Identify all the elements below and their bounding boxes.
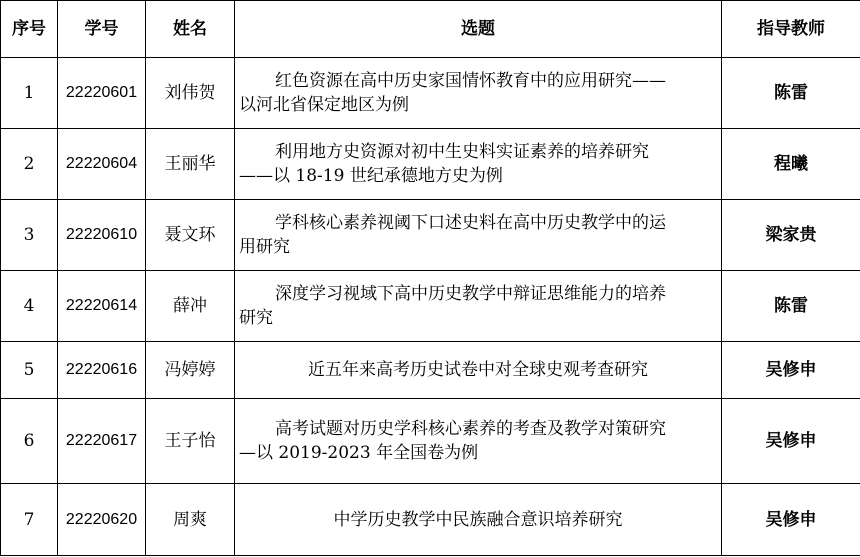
row-student-id: 22220616 (58, 342, 146, 399)
row-advisor: 吴修申 (722, 399, 860, 484)
header-topic: 选题 (235, 1, 722, 58)
row-name: 冯婷婷 (146, 342, 235, 399)
table-row (1, 342, 860, 399)
table-row (1, 129, 860, 200)
row-student-id: 22220604 (58, 129, 146, 200)
row-name: 薛冲 (146, 271, 235, 342)
row-index: 7 (1, 484, 58, 556)
topic-line-1: 利用地方史资源对初中生史料实证素养的培养研究 (275, 142, 649, 162)
row-student-id: 22220617 (58, 399, 146, 484)
header-student-id: 学号 (58, 1, 146, 58)
topic-line-2: —以 2019-2023 年全国卷为例 (239, 443, 479, 463)
row-topic (235, 399, 722, 484)
row-name: 周爽 (146, 484, 235, 556)
row-index: 1 (1, 58, 58, 129)
topic-line-2: ——以 18-19 世纪承德地方史为例 (239, 166, 503, 186)
row-advisor: 吴修申 (722, 484, 860, 556)
row-name: 王丽华 (146, 129, 235, 200)
row-index: 2 (1, 129, 58, 200)
row-name: 聂文环 (146, 200, 235, 271)
table-row (1, 200, 860, 271)
topic-line-2: 用研究 (239, 237, 290, 257)
row-student-id: 22220614 (58, 271, 146, 342)
header-index: 序号 (1, 1, 58, 58)
row-index: 6 (1, 399, 58, 484)
row-index: 5 (1, 342, 58, 399)
row-index: 4 (1, 271, 58, 342)
row-student-id: 22220601 (58, 58, 146, 129)
row-index: 3 (1, 200, 58, 271)
table-row (1, 58, 860, 129)
topic-line-1: 中学历史教学中民族融合意识培养研究 (333, 509, 623, 530)
topic-line-2: 以河北省保定地区为例 (239, 95, 409, 115)
row-student-id: 22220610 (58, 200, 146, 271)
row-topic (235, 58, 722, 129)
header-advisor: 指导教师 (722, 1, 860, 58)
row-name: 王子怡 (146, 399, 235, 484)
row-topic (235, 342, 722, 399)
row-topic (235, 271, 722, 342)
header-name: 姓名 (146, 1, 235, 58)
header-row (1, 1, 860, 58)
topic-line-1: 学科核心素养视阈下口述史料在高中历史教学中的运 (275, 213, 666, 233)
row-advisor: 梁家贵 (722, 200, 860, 271)
row-topic (235, 129, 722, 200)
row-advisor: 陈雷 (722, 271, 860, 342)
row-advisor: 程曦 (722, 129, 860, 200)
row-student-id: 22220620 (58, 484, 146, 556)
topic-line-1: 高考试题对历史学科核心素养的考查及教学对策研究 (275, 419, 666, 439)
table-row (1, 271, 860, 342)
topic-line-2: 研究 (239, 308, 273, 328)
table-row (1, 484, 860, 556)
row-topic (235, 200, 722, 271)
row-name: 刘伟贺 (146, 58, 235, 129)
topic-line-1: 近五年来高考历史试卷中对全球史观考查研究 (308, 360, 648, 380)
topic-line-1: 深度学习视域下高中历史教学中辩证思维能力的培养 (275, 284, 666, 304)
topic-line-1: 红色资源在高中历史家国情怀教育中的应用研究—— (275, 71, 666, 91)
row-advisor: 吴修申 (722, 342, 860, 399)
row-topic (235, 484, 722, 556)
row-advisor: 陈雷 (722, 58, 860, 129)
table-row (1, 399, 860, 484)
